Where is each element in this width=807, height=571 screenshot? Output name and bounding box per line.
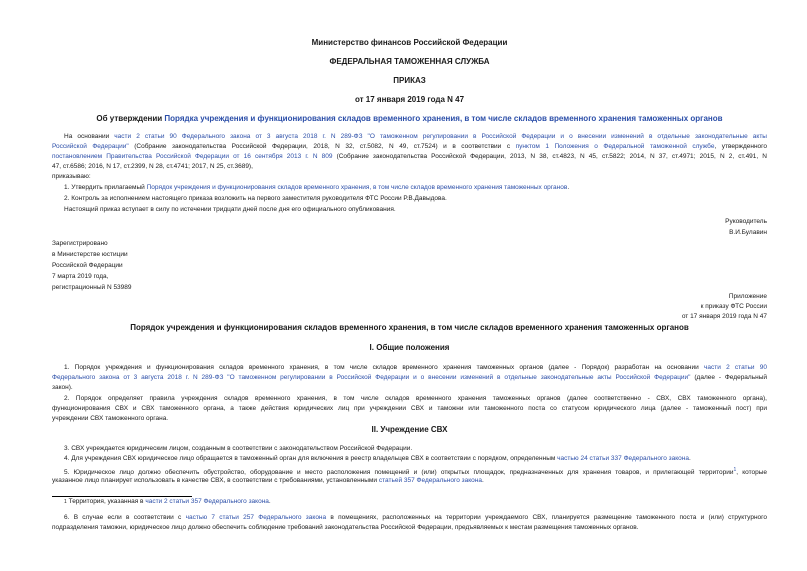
law-article-link[interactable]: части 2 статьи 90 [704, 364, 768, 371]
registration-line-4: 7 марта 2019 года, [52, 273, 109, 280]
law-link[interactable]: Российской Федерации" [52, 143, 129, 150]
law-link[interactable]: части 2 статьи 90 Федерального закона от 3 августа 2018 г. N 289-ФЗ "О таможенном регулировании в Российской Федерации и о внесении изменений в отдельные законодательные акты [114, 133, 767, 140]
preamble-line-4: 47, ст.6586; 2016, N 17, ст.2399, N 28, ст.4741; 2017, N 25, ст.3689), [52, 163, 253, 170]
doc-date-number: от 17 января 2019 года N 47 [354, 95, 465, 104]
signature-position: Руководитель [725, 218, 767, 225]
appendix-line-3: от 17 января 2019 года N 47 [681, 313, 767, 320]
registration-line-3: Российской Федерации [52, 262, 123, 269]
appendix-title: Порядок учреждения и функционирования складов временного хранения, в том числе складов временного хранения таможенных органов [130, 323, 689, 332]
appendix-line-1: Приложение [728, 293, 767, 300]
order-item-1 [64, 183, 767, 194]
preamble-line-3 [52, 152, 767, 163]
footnote-text: Территория, указанная в [66, 498, 146, 505]
section-1-heading: I. Общие положения [369, 343, 450, 352]
paragraph-text: 6. В случае если в соответствии с [64, 514, 186, 521]
paragraph-text: в помещениях, расположенных на территории учреждаемого СВХ, планируется размещение таможенного поста и (или) структурного [326, 514, 768, 521]
paragraph-text: . [689, 455, 691, 462]
paragraph-text: 4. Для учреждения СВХ юридическое лицо обращается в таможенный орган для включения в реестр владельцев СВХ в соответствии с порядком, определенным [64, 455, 558, 462]
preamble-text: , утвержденного [714, 143, 767, 150]
registration-line-5: регистрационный N 53989 [52, 284, 132, 291]
doc-title-link[interactable]: Порядка учреждения и функционирования складов временного хранения, в том числе складов временного хранения таможенных органов [164, 114, 723, 123]
procedure-link[interactable]: Порядок учреждения и функционирования складов временного хранения, в том числе складов временного хранения таможенных органов [146, 184, 568, 191]
regulation-link[interactable]: пунктом 1 Положения о Федеральной таможенной службе [515, 143, 715, 150]
section-1-p1-line-1 [64, 363, 767, 374]
section-1-p2-line-2: функционирования СВХ и СВХ таможенного органа, а также действия юридических лиц при учреждении СВХ и таможни или таможенного поста со статусом юридического лица (далее - таможенный пост) при [52, 405, 767, 412]
paragraph-text: , которые [736, 469, 768, 477]
footnote-text: . [268, 498, 271, 505]
paragraph-text: (далее - Федеральный [690, 374, 767, 381]
preamble-text: На основании [64, 133, 115, 140]
paragraph-text: . [481, 477, 484, 484]
doc-type-heading: ПРИКАЗ [393, 76, 426, 85]
ministry-heading: Министерство финансов Российской Федерации [311, 38, 508, 47]
law-article-link[interactable]: частью 24 статьи 337 Федерального закона [557, 455, 689, 462]
preamble-order-word: приказываю: [52, 173, 91, 180]
doc-title [52, 114, 767, 123]
paragraph-text: указанное лицо планирует использовать в качестве СВХ, в соответствии с требованиями, установленными [52, 477, 379, 484]
footnote [64, 497, 767, 508]
order-text: . [567, 184, 570, 191]
section-2-p6-line-1 [64, 513, 767, 524]
registration-line-2: в Министерстве юстиции [52, 251, 128, 258]
decree-link[interactable]: постановлением Правительства Российской Федерации от 16 сентября 2013 г. N 809 [52, 153, 333, 160]
section-2-heading: II. Учреждение СВХ [371, 425, 448, 434]
registration-line-1: Зарегистрировано [52, 240, 108, 247]
preamble-text: (Собрание законодательства Российской Федерации, 2018, N 32, ст.5082, N 49, ст.7524) и в соответствии с [128, 143, 516, 150]
preamble-text: (Собрание законодательства Российской Федерации, 2013, N 38, ст.4823, N 45, ст.5822; 2014, N 37, ст.4971; 2015, N 2, ст.491, N [332, 153, 768, 160]
section-2-p6-line-2: подразделения таможни, юридическое лицо должно обеспечить соблюдение требований законодательства Российской Федерации, предъявляемых к местам размещения таможенных органов. [52, 524, 639, 531]
section-2-p3: 3. СВХ учреждается юридическим лицом, созданным в соответствии с законодательством Российской Федерации. [64, 445, 413, 452]
appendix-line-2: к приказу ФТС России [700, 303, 767, 310]
order-item-3: Настоящий приказ вступает в силу по истечении тридцати дней после дня его официального опубликования. [64, 206, 396, 213]
section-2-p5-line-2 [52, 476, 767, 487]
section-2-p4 [64, 454, 767, 465]
doc-title-prefix: Об утверждении [96, 114, 165, 123]
order-item-2: 2. Контроль за исполнением настоящего приказа возложить на первого заместителя руководителя ФТС России Р.В.Давыдова. [64, 195, 447, 202]
paragraph-text: 5. Юридическое лицо должно обеспечить обустройство, оборудование и место расположения помещений и (или) открытых площадок, предназначенных для хранения товаров, и прилегающей территории [64, 469, 734, 477]
law-article-link[interactable]: частью 7 статьи 257 Федерального закона [185, 514, 327, 521]
law-article-link[interactable]: статьей 357 Федерального закона [378, 477, 482, 484]
service-heading: ФЕДЕРАЛЬНАЯ ТАМОЖЕННАЯ СЛУЖБА [329, 57, 490, 66]
footnote-link[interactable]: части 2 статьи 357 Федерального закона [145, 498, 269, 505]
section-1-p1-line-2 [52, 373, 767, 384]
section-1-p2-line-3: учреждении СВХ таможенного органа. [52, 415, 169, 422]
paragraph-text: 1. Порядок учреждения и функционирования складов временного хранения, в том числе складов временного хранения таможенных органов (далее - Порядок) разработан на основании [64, 364, 705, 371]
signature-name: В.И.Булавин [729, 229, 767, 236]
section-1-p2-line-1: 2. Порядок определяет правила учреждения складов временного хранения, в том числе складов временного хранения таможенных органов (далее соответственно - СВХ, СВХ таможенного органа), [64, 395, 767, 402]
footnote-ref[interactable]: 1 [733, 467, 737, 473]
footnote-mark: 1 [64, 499, 67, 505]
preamble-line-2 [52, 142, 767, 153]
law-link[interactable]: Федерального закона от 3 августа 2018 г. N 289-ФЗ "О таможенном регулировании в Российской Федерации и о внесении изменений в отдельные законодательные акты Российской Федерации" [52, 374, 691, 381]
order-text: 1. Утвердить прилагаемый [64, 184, 147, 191]
section-1-p1-line-3: закон). [52, 384, 73, 391]
document-page [52, 0, 767, 571]
preamble-line-1 [64, 132, 767, 143]
